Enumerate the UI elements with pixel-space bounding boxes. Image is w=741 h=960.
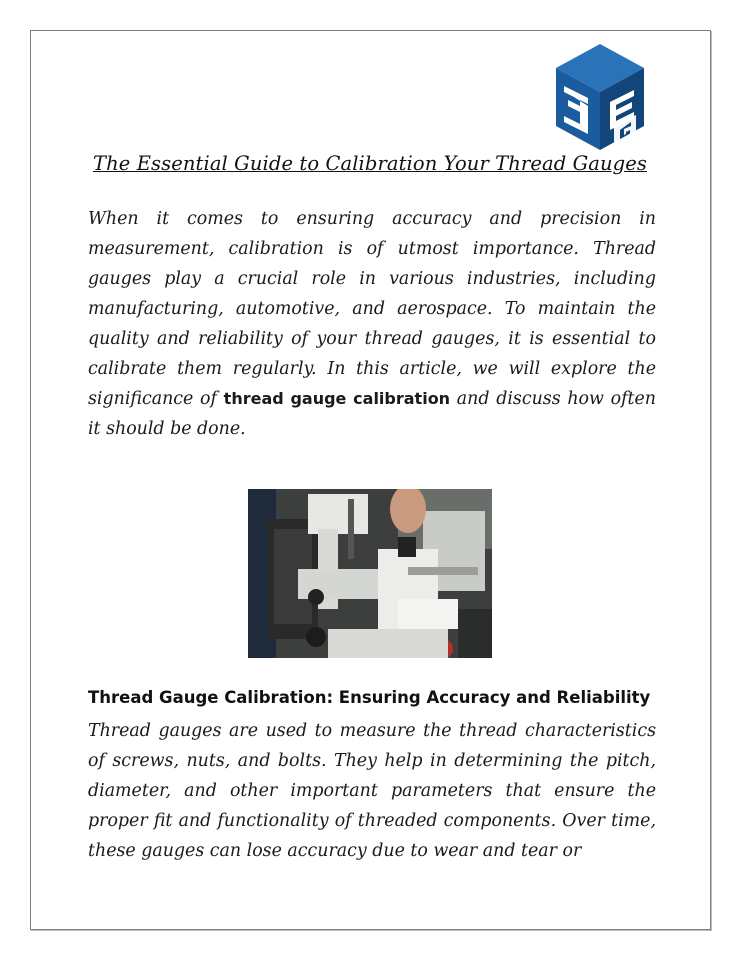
intro-text: When it comes to ensuring accuracy and precision in measurement, calibration is of utmost importance. Thread gauges play a crucial role in various industries, including manufacturing, automotive, and aerospace. To maintain the quality and reliability of your thread gauges, it is essential to calibrate them regularly. In this article, we will explore the significance of	[88, 209, 656, 409]
intro-tail-text: and discuss how often it should be done.	[88, 389, 656, 439]
section-paragraph: Thread gauges are used to measure the thread characteristics of screws, nuts, and bolts. They help in determining the pitch, diameter, and other important parameters that ensure the proper fit and functionality of threaded components. Over time, these gauges can lose accuracy due to wear and tear or	[88, 721, 656, 861]
section-heading: Thread Gauge Calibration: Ensuring Accuracy and Reliability	[88, 688, 651, 707]
thread-gauge-calibration-link[interactable]: thread gauge calibration	[223, 389, 451, 408]
3eg-logo	[554, 42, 646, 152]
thread-gauge-calibration-photo	[248, 489, 492, 658]
intro-paragraph	[88, 204, 656, 444]
document-title: The Essential Guide to Calibration Your Thread Gauges	[93, 152, 647, 175]
